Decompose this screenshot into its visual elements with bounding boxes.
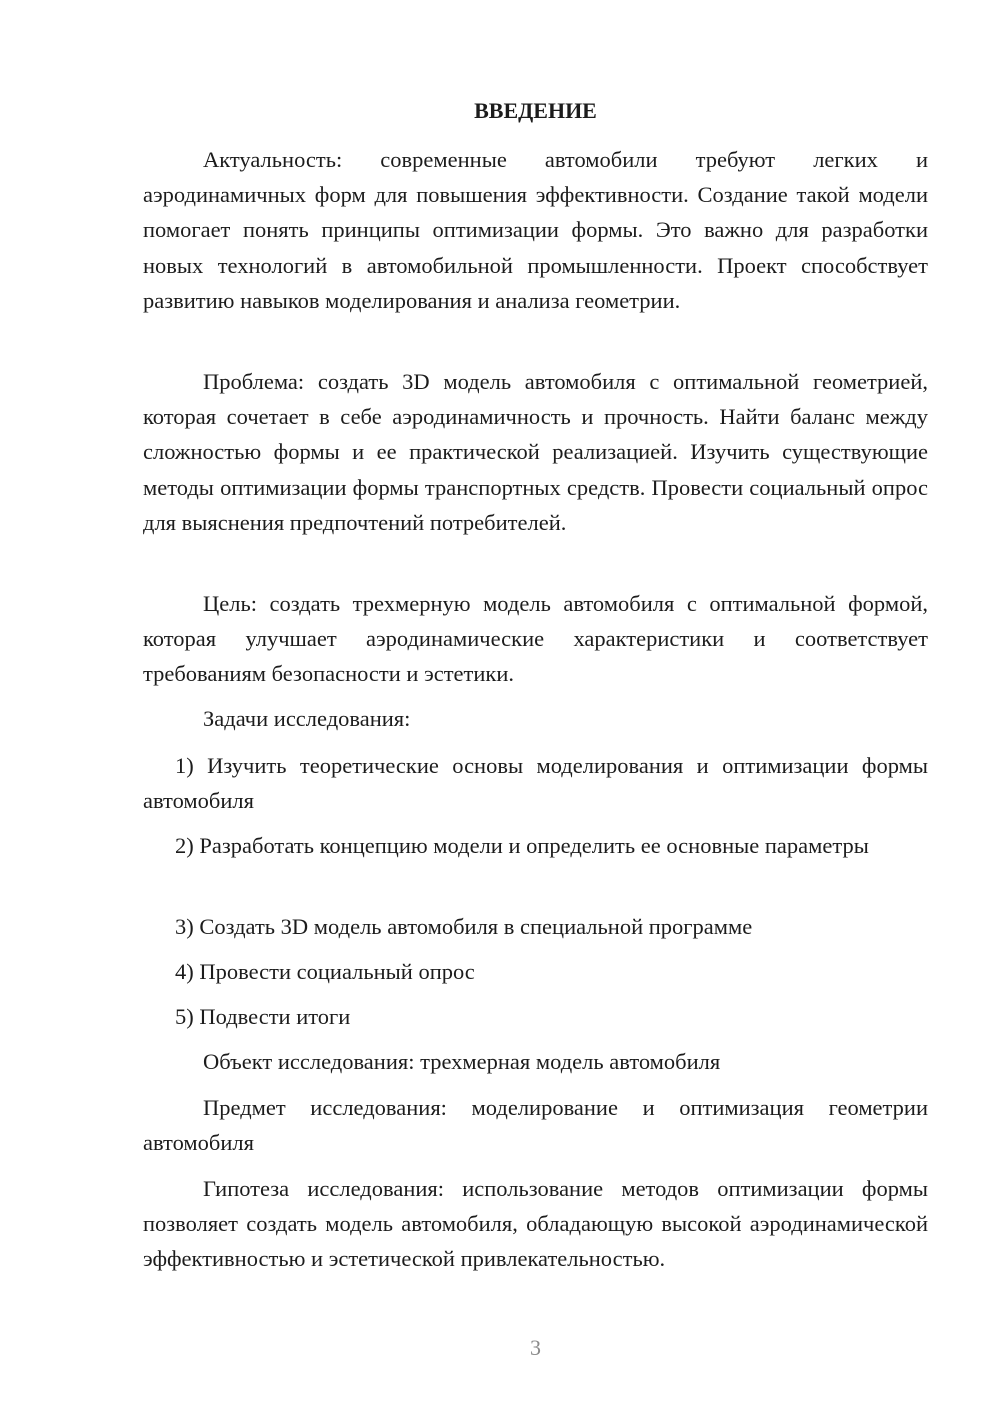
paragraph-goal: Цель: создать трехмерную модель автомобиля с оптимальной формой, которая улучшает аэродинамические характеристики и соответствует требованиям безопасности и эстетики. <box>143 591 928 687</box>
task-item-3: 3) Создать 3D модель автомобиля в специальной программе <box>175 914 753 939</box>
paragraph-hypothesis: Гипотеза исследования: использование методов оптимизации формы позволяет создать модель автомобиля, обладающую высокой аэродинамической эффективностью и эстетической привлекательностью. <box>143 1176 928 1272</box>
page-title: ВВЕДЕНИЕ <box>474 98 597 123</box>
task-item-4: 4) Провести социальный опрос <box>175 959 475 984</box>
task-item-2: 2) Разработать концепцию модели и определить ее основные параметры <box>175 833 869 858</box>
paragraph-subject: Предмет исследования: моделирование и оптимизация геометрии автомобиля <box>143 1095 928 1156</box>
paragraph-problem: Проблема: создать 3D модель автомобиля с оптимальной геометрией, которая сочетает в себе аэродинамичность и прочность. Найти баланс между сложностью формы и ее практической реализацией. Изучить существующие методы оптимизации формы транспортных средств. Провести социальный опрос для выяснения предпочтений потребителей. <box>143 369 928 535</box>
page-number: 3 <box>530 1335 541 1360</box>
paragraph-relevance: Актуальность: современные автомобили требуют легких и аэродинамичных форм для повышения эффективности. Создание такой модели помогает понять принципы оптимизации формы. Это важно для разработки новых технологий в автомобильной промышленности. Проект способствует развитию навыков моделирования и анализа геометрии. <box>143 147 928 313</box>
paragraph-object: Объект исследования: трехмерная модель автомобиля <box>203 1049 721 1074</box>
task-item-1: 1) Изучить теоретические основы моделирования и оптимизации формы автомобиля <box>143 753 928 814</box>
tasks-heading: Задачи исследования: <box>203 706 411 731</box>
task-item-5: 5) Подвести итоги <box>175 1004 351 1029</box>
